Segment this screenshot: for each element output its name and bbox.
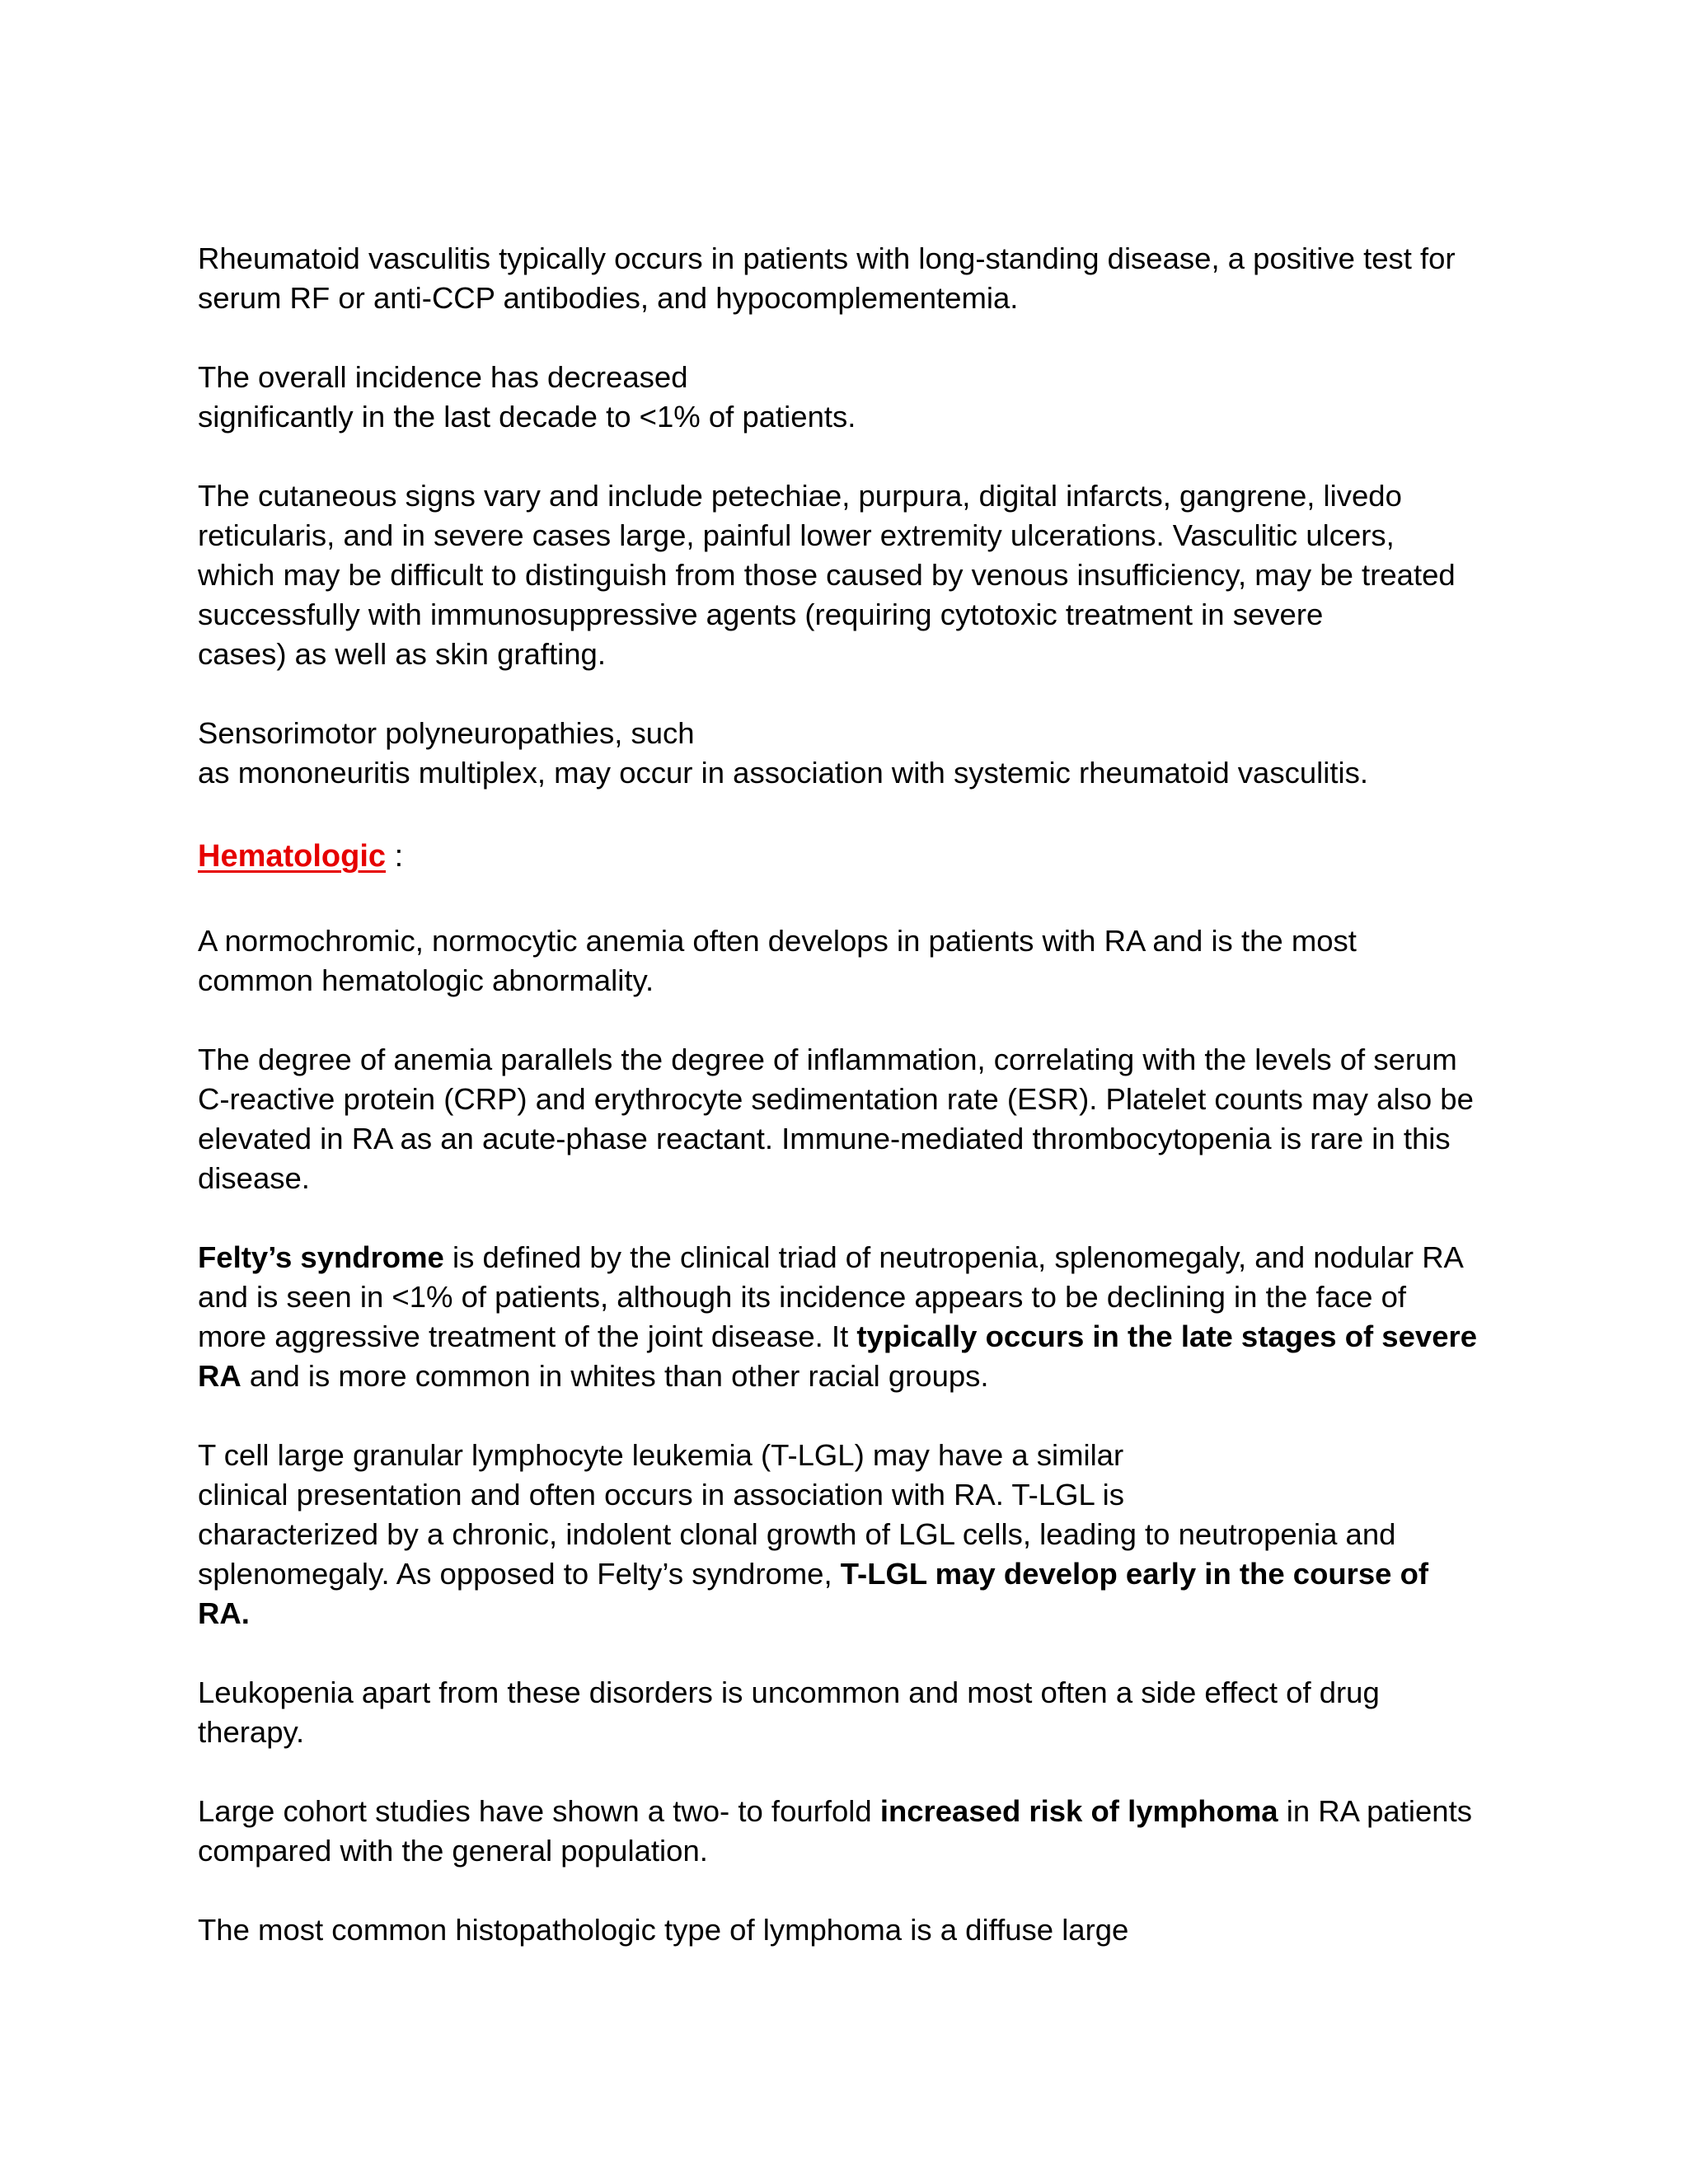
bold-term: RA.	[198, 1596, 250, 1630]
text-line: characterized by a chronic, indolent clonal growth of LGL cells, leading to neutropenia and	[198, 1517, 1396, 1551]
text-line: successfully with immunosuppressive agents (requiring cytotoxic treatment in severe	[198, 598, 1324, 631]
text-line: therapy.	[198, 1715, 305, 1749]
paragraph-feltys-syndrome	[198, 1238, 1517, 1396]
paragraph-polyneuropathies	[198, 714, 1517, 793]
paragraph-t-lgl	[198, 1436, 1517, 1633]
document-page	[198, 239, 1517, 1990]
text-line: disease.	[198, 1161, 310, 1195]
text-line: Leukopenia apart from these disorders is uncommon and most often a side effect of drug	[198, 1675, 1380, 1709]
text-line: The overall incidence has decreased	[198, 360, 688, 394]
text-line: significantly in the last decade to <1% of patients.	[198, 400, 856, 434]
text-line: cases) as well as skin grafting.	[198, 637, 606, 671]
paragraph-anemia	[198, 921, 1517, 1001]
paragraph-incidence	[198, 358, 1517, 437]
section-heading-text: Hematologic	[198, 839, 387, 874]
bold-term: typically occurs in the late stages of severe	[856, 1319, 1477, 1353]
bold-term: RA	[198, 1359, 241, 1393]
text-line: clinical presentation and often occurs in association with RA. T-LGL is	[198, 1478, 1124, 1511]
text-line: The cutaneous signs vary and include petechiae, purpura, digital infarcts, gangrene, livedo	[198, 479, 1402, 513]
text-line	[198, 1238, 1517, 1277]
text-line: A normochromic, normocytic anemia often develops in patients with RA and is the most	[198, 924, 1357, 958]
text-line: Rheumatoid vasculitis typically occurs in patients with long-standing disease, a positive test for	[198, 241, 1456, 275]
text-run: more aggressive treatment of the joint disease. It	[198, 1319, 857, 1353]
text-line: and is seen in <1% of patients, although its incidence appears to be declining in the face of	[198, 1280, 1407, 1314]
text-line	[198, 1792, 1517, 1831]
text-run: in RA patients	[1278, 1794, 1472, 1828]
paragraph-anemia-degree	[198, 1040, 1517, 1198]
section-heading-hematologic	[198, 832, 1517, 877]
paragraph-lymphoma-type	[198, 1910, 1517, 1950]
text-run: and is more common in whites than other racial groups.	[241, 1359, 989, 1393]
text-line: common hematologic abnormality.	[198, 963, 654, 997]
text-line	[198, 1357, 1517, 1396]
text-run: is defined by the clinical triad of neutropenia, splenomegaly, and nodular RA	[443, 1240, 1464, 1274]
paragraph-cutaneous-signs	[198, 476, 1517, 674]
bold-term: T-LGL may develop early in the course of	[840, 1557, 1429, 1591]
text-run: splenomegaly. As opposed to Felty’s syndrome,	[198, 1557, 841, 1591]
text-line: T cell large granular lymphocyte leukemia (T-LGL) may have a similar	[198, 1438, 1124, 1472]
paragraph-lymphoma-risk	[198, 1792, 1517, 1871]
text-line: which may be difficult to distinguish from those caused by venous insufficiency, may be treated	[198, 558, 1456, 592]
text-line: reticularis, and in severe cases large, painful lower extremity ulcerations. Vasculitic ulcers,	[198, 518, 1395, 552]
bold-term: Felty’s syndrome	[198, 1240, 444, 1274]
text-line	[198, 1317, 1517, 1357]
text-line: compared with the general population.	[198, 1834, 708, 1868]
text-line: Sensorimotor polyneuropathies, such	[198, 716, 695, 750]
text-line: serum RF or anti-CCP antibodies, and hypocomplementemia.	[198, 281, 1019, 315]
paragraph-rheumatoid-vasculitis	[198, 239, 1517, 318]
text-line	[198, 1594, 1517, 1633]
text-line: as mononeuritis multiplex, may occur in association with systemic rheumatoid vasculitis.	[198, 756, 1368, 790]
text-line: The most common histopathologic type of lymphoma is a diffuse large	[198, 1913, 1129, 1947]
text-line: The degree of anemia parallels the degree of inflammation, correlating with the levels of serum	[198, 1043, 1457, 1076]
bold-term: increased risk of lymphoma	[879, 1794, 1278, 1828]
text-line	[198, 1554, 1517, 1594]
text-line: elevated in RA as an acute-phase reactant. Immune-mediated thrombocytopenia is rare in this	[198, 1122, 1451, 1155]
text-run: Large cohort studies have shown a two- to fourfold	[198, 1794, 880, 1828]
section-heading-suffix: :	[386, 839, 404, 874]
text-line: C-reactive protein (CRP) and erythrocyte sedimentation rate (ESR). Platelet counts may also be	[198, 1082, 1474, 1116]
paragraph-leukopenia	[198, 1673, 1517, 1752]
